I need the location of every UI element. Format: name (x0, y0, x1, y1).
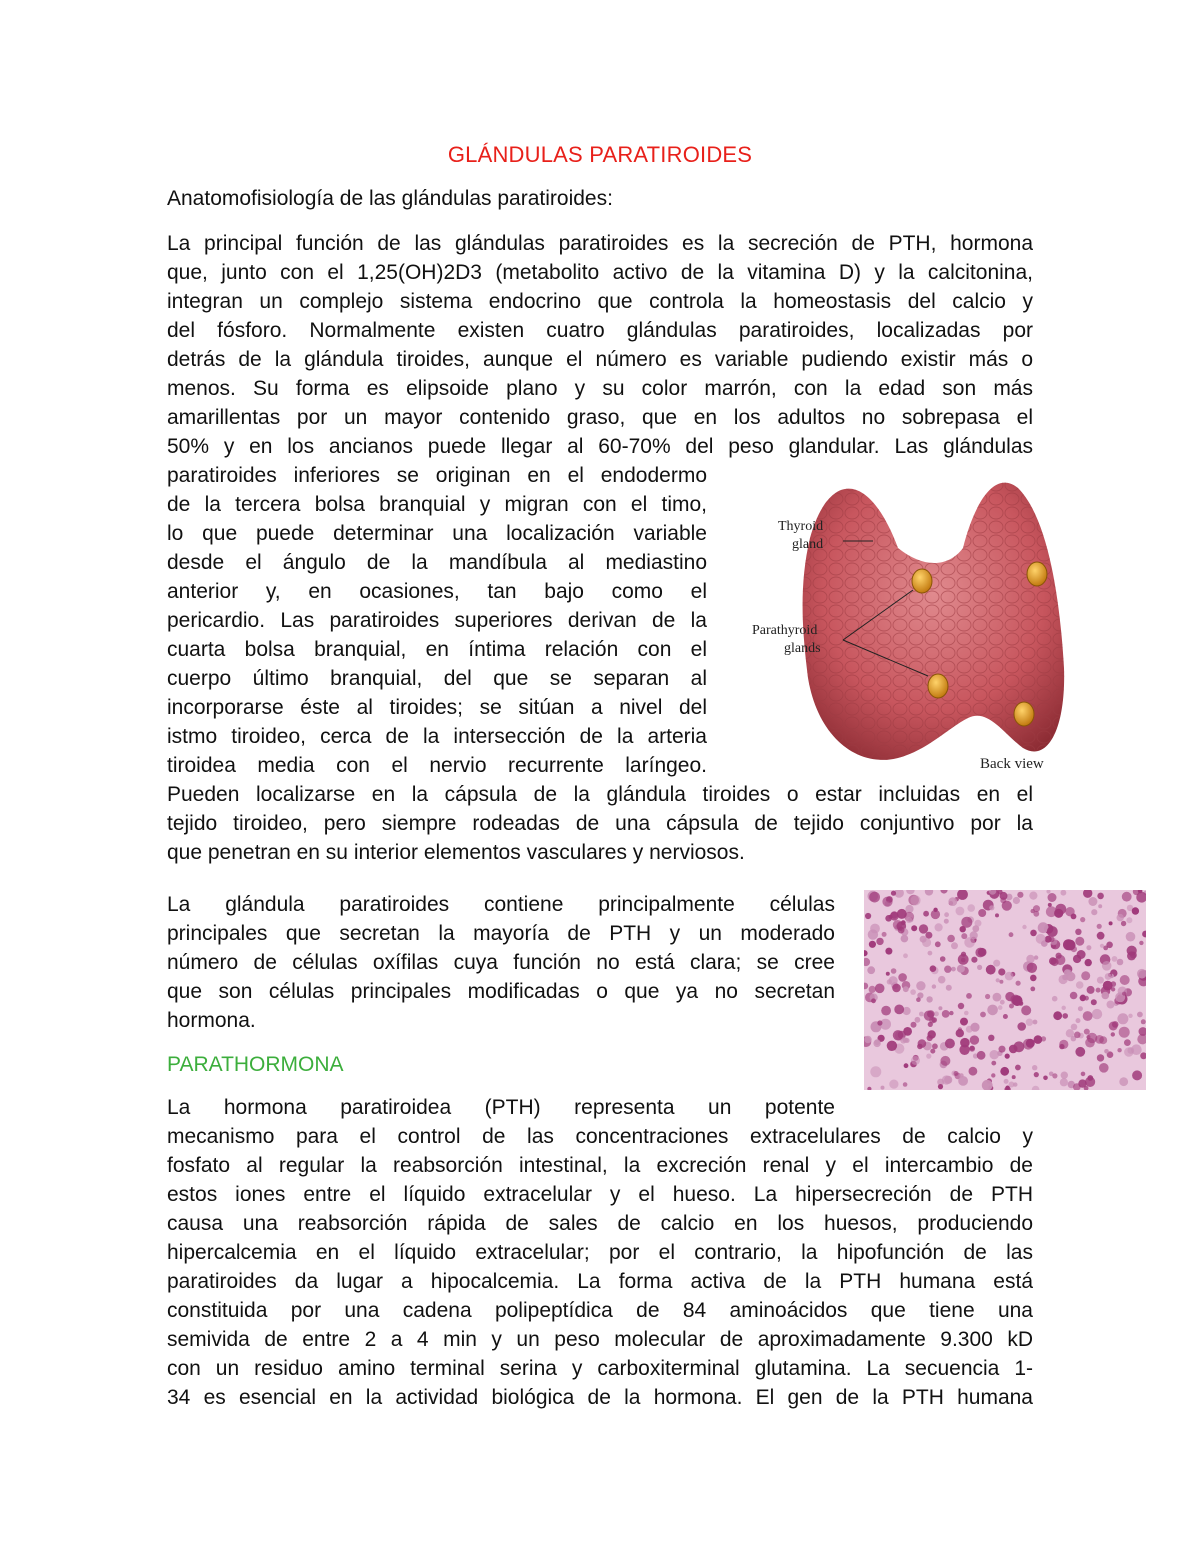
cell-nucleus (1003, 1014, 1008, 1019)
cell-nucleus (1087, 986, 1095, 994)
cell-nucleus (940, 1056, 950, 1066)
cell-nucleus (1126, 917, 1132, 923)
cell-nucleus (891, 911, 898, 918)
cell-nucleus (1127, 951, 1136, 960)
cell-nucleus (1038, 922, 1049, 933)
cell-nucleus (1117, 1048, 1121, 1052)
cell-nucleus (951, 967, 956, 972)
cell-nucleus (903, 953, 908, 958)
cell-nucleus (1097, 932, 1105, 940)
cell-nucleus (1034, 1035, 1043, 1044)
cell-nucleus (1015, 1065, 1021, 1071)
cell-nucleus (1000, 1000, 1005, 1005)
parathyroid-upper-left (912, 569, 932, 593)
cell-nucleus (1017, 1022, 1026, 1031)
cell-nucleus (869, 941, 876, 948)
cell-nucleus (1034, 955, 1038, 959)
text-line: detrás de la glándula tiroides, aunque el número es variable pudiendo existir más o (167, 348, 1033, 371)
text-line: menos. Su forma es elipsoide plano y su color marrón, con la edad son más (167, 377, 1033, 400)
cell-nucleus (1132, 1070, 1142, 1080)
cell-nucleus (1009, 1045, 1018, 1054)
cell-nucleus (874, 1039, 880, 1045)
cell-nucleus (1091, 999, 1097, 1005)
cell-nucleus (906, 917, 912, 923)
text-line: lo que puede determinar una localización variable (167, 522, 707, 545)
cell-nucleus (1141, 1019, 1146, 1024)
cell-nucleus (1128, 1014, 1132, 1018)
cell-nucleus (916, 997, 921, 1002)
cell-nucleus (919, 1012, 924, 1017)
cell-nucleus (1074, 1032, 1081, 1039)
parathyroid-lower-left (928, 674, 948, 698)
cell-nucleus (998, 968, 1005, 975)
cell-nucleus (1088, 897, 1097, 906)
cell-nucleus (1076, 981, 1084, 989)
cell-nucleus (1109, 921, 1113, 925)
cell-nucleus (971, 957, 977, 963)
cell-nucleus (1097, 977, 1104, 984)
cell-nucleus (959, 1045, 969, 1055)
cell-nucleus (893, 1030, 903, 1040)
cell-nucleus (1030, 975, 1037, 982)
section-heading-parathormona: PARATHORMONA (167, 1053, 344, 1076)
cell-nucleus (942, 1010, 950, 1018)
cell-nucleus (958, 954, 969, 965)
cell-nucleus (1065, 907, 1074, 916)
cell-nucleus (1060, 1078, 1068, 1086)
cell-nucleus (956, 907, 965, 916)
cell-nucleus (903, 986, 909, 992)
text-line: 50% y en los ancianos puede llegar al 60-70% del peso glandular. Las glándulas (167, 435, 1033, 458)
cell-nucleus (1122, 892, 1132, 902)
cell-nucleus (1005, 1054, 1010, 1059)
cell-nucleus (1107, 1001, 1115, 1009)
cell-nucleus (1078, 1006, 1083, 1011)
cell-nucleus (1036, 934, 1046, 944)
cell-nucleus (944, 919, 949, 924)
cell-nucleus (956, 1029, 964, 1037)
cell-nucleus (867, 966, 875, 974)
cell-nucleus (938, 1006, 942, 1010)
text-line: tiroidea media con el nervio recurrente laríngeo. (167, 754, 707, 777)
cell-nucleus (923, 911, 929, 917)
text-line: istmo tiroideo, cerca de la intersección de la arteria (167, 725, 707, 748)
cell-nucleus (1104, 1049, 1109, 1054)
cell-nucleus (898, 973, 907, 982)
cell-nucleus (1016, 981, 1021, 986)
cell-nucleus (985, 994, 990, 999)
cell-nucleus (1009, 932, 1014, 937)
cell-nucleus (957, 965, 965, 973)
cell-nucleus (1102, 992, 1110, 1000)
cell-nucleus (999, 1046, 1006, 1053)
cell-nucleus (1030, 987, 1035, 992)
text-line: que, junto con el 1,25(OH)2D3 (metabolito activo de la vitamina D) y la calcitonina, (167, 261, 1033, 284)
cell-nucleus (928, 1030, 936, 1038)
cell-nucleus (930, 1049, 935, 1054)
text-line: estos iones entre el líquido extracelular y el hueso. La hipersecreción de PTH (167, 1183, 1033, 1206)
cell-nucleus (1120, 975, 1130, 985)
cell-nucleus (986, 965, 996, 975)
cell-nucleus (1083, 1011, 1093, 1021)
cell-nucleus (931, 910, 940, 919)
cell-nucleus (1111, 1032, 1115, 1036)
cell-nucleus (904, 1063, 909, 1068)
cell-nucleus (1109, 1022, 1118, 1031)
cell-nucleus (977, 1051, 986, 1060)
cell-nucleus (934, 1011, 939, 1016)
cell-nucleus (978, 948, 987, 957)
cell-nucleus (1012, 1075, 1016, 1079)
cell-nucleus (903, 1082, 908, 1087)
cell-nucleus (1034, 1072, 1039, 1077)
cell-nucleus (891, 968, 897, 974)
cell-nucleus (865, 913, 871, 919)
cell-nucleus (1059, 1044, 1064, 1049)
cell-nucleus (1097, 924, 1102, 929)
cell-nucleus (949, 1011, 953, 1015)
cell-nucleus (948, 897, 957, 906)
cell-nucleus (911, 1056, 920, 1065)
label-parathyroid-line1: Parathyroid (752, 623, 818, 638)
cell-nucleus (881, 1086, 885, 1090)
cell-nucleus (1033, 905, 1040, 912)
cell-nucleus (960, 1018, 968, 1026)
text-line: que penetran en su interior elementos vasculares y nerviosos. (167, 841, 745, 864)
cell-nucleus (1092, 1009, 1102, 1019)
cell-nucleus (927, 1010, 935, 1018)
text-line: causa una reabsorción rápida de sales de calcio en los huesos, produciendo (167, 1212, 1033, 1235)
cell-nucleus (886, 972, 890, 976)
cell-nucleus (1076, 1018, 1081, 1023)
cell-nucleus (1013, 897, 1020, 904)
cell-nucleus (1052, 996, 1058, 1002)
cell-nucleus (930, 965, 937, 972)
cell-nucleus (951, 942, 958, 949)
cell-nucleus (1062, 1013, 1068, 1019)
document-title: GLÁNDULAS PARATIROIDES (447, 142, 753, 167)
cell-nucleus (919, 924, 928, 933)
cell-nucleus (1048, 903, 1052, 907)
cell-nucleus (1102, 961, 1112, 971)
cell-nucleus (1049, 937, 1054, 942)
cell-nucleus (945, 1039, 955, 1049)
text-line: anterior y, en ocasiones, tan bajo como el (167, 580, 707, 603)
cell-nucleus (995, 913, 999, 917)
cell-nucleus (954, 1071, 959, 1076)
cell-nucleus (1005, 972, 1014, 981)
cell-nucleus (1122, 992, 1126, 996)
cell-nucleus (975, 920, 982, 927)
cell-nucleus (1099, 1063, 1109, 1073)
cell-nucleus (967, 904, 975, 912)
cell-nucleus (1047, 926, 1058, 937)
cell-nucleus (901, 935, 909, 943)
histology-micrograph (864, 890, 1146, 1090)
cell-nucleus (980, 1012, 986, 1018)
parathyroid-upper-right-dot (1027, 562, 1047, 586)
cell-nucleus (1085, 1077, 1095, 1087)
cell-nucleus (910, 989, 916, 995)
cell-nucleus (1022, 925, 1026, 929)
cell-nucleus (911, 925, 917, 931)
cell-nucleus (910, 895, 920, 905)
cell-nucleus (1097, 893, 1104, 900)
cell-nucleus (1043, 1076, 1048, 1081)
text-line: amarillentas por un mayor contenido graso, que en los adultos no sobrepasa el (167, 406, 1033, 429)
cell-nucleus (1071, 946, 1077, 952)
cell-nucleus (1030, 930, 1037, 937)
cell-nucleus (1062, 1006, 1066, 1010)
text-line: hormona. (167, 1009, 256, 1032)
cell-nucleus (864, 1036, 871, 1043)
cell-nucleus (1080, 917, 1085, 922)
text-line: mecanismo para el control de las concentraciones extracelulares de calcio y (167, 1125, 1033, 1148)
cell-nucleus (938, 1084, 943, 1089)
cell-nucleus (1048, 893, 1057, 902)
cell-nucleus (1117, 1013, 1128, 1024)
cell-nucleus (958, 1076, 968, 1086)
cell-nucleus (966, 993, 972, 999)
text-line: desde el ángulo de la mandíbula al mediastino (167, 551, 707, 574)
cell-nucleus (1013, 1082, 1017, 1086)
cell-nucleus (876, 938, 883, 945)
cell-nucleus (935, 923, 943, 931)
cell-nucleus (966, 1026, 973, 1033)
cell-nucleus (916, 981, 925, 990)
cell-nucleus (1086, 945, 1091, 950)
cell-nucleus (1052, 1073, 1057, 1078)
text-line: La glándula paratiroides contiene principalmente células (167, 893, 835, 916)
cell-nucleus (1117, 959, 1124, 966)
cell-nucleus (1124, 1047, 1133, 1056)
text-line: paratiroides da lugar a hipocalcemia. La forma activa de la PTH humana está (167, 1270, 1033, 1293)
cell-nucleus (996, 978, 1000, 982)
cell-nucleus (1046, 906, 1057, 917)
text-line: de la tercera bolsa branquial y migran con el timo, (167, 493, 707, 516)
cell-nucleus (1112, 956, 1118, 962)
cell-nucleus (1084, 1029, 1090, 1035)
text-line: semivida de entre 2 a 4 min y un peso molecular de aproximadamente 9.300 kD (167, 1328, 1033, 1351)
cell-nucleus (922, 938, 931, 947)
cell-nucleus (887, 1041, 897, 1051)
cell-nucleus (926, 1054, 931, 1059)
cell-nucleus (1121, 921, 1126, 926)
cell-nucleus (1027, 963, 1037, 973)
cell-nucleus (989, 905, 994, 910)
cell-nucleus (889, 1080, 898, 1089)
cell-nucleus (1026, 1019, 1033, 1026)
cell-nucleus (891, 891, 896, 896)
cell-nucleus (926, 996, 932, 1002)
cell-nucleus (1137, 1012, 1143, 1018)
cell-nucleus (988, 1035, 994, 1041)
cell-nucleus (877, 1020, 882, 1025)
cell-nucleus (1061, 890, 1067, 896)
cell-nucleus (1017, 892, 1023, 898)
cell-nucleus (917, 1044, 923, 1050)
cell-nucleus (869, 986, 876, 993)
text-line: La principal función de las glándulas paratiroides es la secreción de PTH, hormona (167, 232, 1033, 255)
cell-nucleus (961, 917, 972, 928)
cell-nucleus (1098, 904, 1102, 908)
cell-nucleus (915, 1017, 921, 1023)
cell-nucleus (999, 980, 1003, 984)
cell-nucleus (940, 956, 946, 962)
text-line: incorporarse éste al tiroides; se sitúan a nivel del (167, 696, 707, 719)
cell-nucleus (1126, 932, 1136, 942)
cell-nucleus (1009, 1004, 1014, 1009)
cell-nucleus (944, 912, 949, 917)
cell-nucleus (987, 1005, 998, 1016)
text-line: fosfato al regular la reabsorción intestinal, la excreción renal y el intercambio de (167, 1154, 1033, 1177)
label-parathyroid-line2: glands (784, 641, 821, 656)
cell-nucleus (882, 932, 887, 937)
cell-nucleus (1055, 904, 1066, 915)
cell-nucleus (887, 979, 892, 984)
cell-nucleus (882, 897, 892, 907)
cell-nucleus (892, 984, 901, 993)
cell-nucleus (929, 1017, 936, 1024)
text-line: hipercalcemia en el líquido extracelular; por el contrario, la hipofunción de las (167, 1241, 1033, 1264)
text-line: cuerpo último branquial, del que se separan al (167, 667, 707, 690)
cell-nucleus (993, 993, 1002, 1002)
cell-nucleus (1103, 946, 1108, 951)
cell-nucleus (958, 1003, 964, 1009)
cell-nucleus (871, 998, 876, 1003)
cell-nucleus (1117, 914, 1124, 921)
text-line: La hormona paratiroidea (PTH) representa un potente (167, 1096, 835, 1119)
text-line: cuarta bolsa branquial, en íntima relación con el (167, 638, 707, 661)
cell-nucleus (970, 1035, 979, 1044)
cell-nucleus (932, 984, 936, 988)
cell-nucleus (870, 1066, 881, 1077)
text-line: integran un complejo sistema endocrino que controla la homeostasis del calcio y (167, 290, 1033, 313)
cell-nucleus (978, 909, 986, 917)
cell-nucleus (894, 1005, 904, 1015)
cell-nucleus (911, 1022, 917, 1028)
cell-nucleus (1081, 971, 1090, 980)
text-line: constituida por una cadena polipeptídica de 84 aminoácidos que tiene una (167, 1299, 1033, 1322)
cell-nucleus (991, 1061, 996, 1066)
cell-nucleus (1070, 992, 1078, 1000)
cell-nucleus (977, 965, 982, 970)
cell-nucleus (1021, 1005, 1031, 1015)
cell-nucleus (1096, 988, 1101, 993)
text-line: tejido tiroideo, pero siempre rodeadas de una cápsula de tejido conjuntivo por la (167, 812, 1033, 835)
cell-nucleus (1075, 937, 1084, 946)
cell-nucleus (925, 932, 932, 939)
text-line: 34 es esencial en la actividad biológica de la hormona. El gen de la PTH humana (167, 1386, 1033, 1409)
cell-nucleus (1085, 959, 1092, 966)
cell-nucleus (885, 948, 892, 955)
cell-nucleus (1071, 1024, 1078, 1031)
label-thyroid-line2: gland (792, 537, 824, 552)
cell-nucleus (947, 935, 955, 943)
cell-nucleus (1105, 973, 1112, 980)
text-line: paratiroides inferiores se originan en el endodermo (167, 464, 707, 487)
cell-nucleus (1004, 1079, 1009, 1084)
cell-nucleus (991, 1073, 995, 1077)
cell-nucleus (990, 1050, 999, 1059)
cell-nucleus (1064, 969, 1071, 976)
cell-nucleus (1053, 1011, 1062, 1020)
text-line: que son células principales modificadas o que ya no secretan (167, 980, 835, 1003)
cell-nucleus (946, 985, 952, 991)
cell-nucleus (1080, 995, 1086, 1001)
figure-caption-back-view: Back view (980, 756, 1044, 772)
cell-nucleus (1091, 909, 1097, 915)
cell-nucleus (1097, 1054, 1104, 1061)
subheading: Anatomofisiología de las glándulas paratiroides: (167, 187, 613, 210)
cell-nucleus (993, 960, 1000, 967)
cell-nucleus (932, 1043, 938, 1049)
cell-nucleus (1119, 1027, 1130, 1038)
cell-nucleus (964, 1011, 969, 1016)
cell-nucleus (1051, 958, 1059, 966)
cell-nucleus (969, 1046, 975, 1052)
cell-nucleus (935, 941, 941, 947)
label-thyroid-line1: Thyroid (778, 519, 824, 534)
cell-nucleus (1005, 992, 1014, 1001)
cell-nucleus (998, 1005, 1003, 1010)
cell-nucleus (1026, 1039, 1035, 1048)
cell-nucleus (1119, 1077, 1128, 1086)
cell-nucleus (1000, 1067, 1009, 1076)
cell-nucleus (1032, 1065, 1037, 1070)
text-line: pericardio. Las paratiroides superiores derivan de la (167, 609, 707, 632)
cell-nucleus (870, 924, 880, 934)
cell-nucleus (881, 1006, 891, 1016)
cell-nucleus (1086, 1035, 1090, 1039)
cell-nucleus (1066, 1029, 1074, 1037)
text-line: principales que secretan la mayoría de PTH y un moderado (167, 922, 835, 945)
cell-nucleus (1111, 987, 1115, 991)
cell-nucleus (928, 951, 933, 956)
cell-nucleus (1061, 1072, 1068, 1079)
cell-nucleus (970, 931, 978, 939)
cell-nucleus (1029, 892, 1037, 900)
cell-nucleus (903, 1037, 908, 1042)
cell-nucleus (1132, 907, 1139, 914)
parathyroid-lower-right (1014, 702, 1034, 726)
text-line: Pueden localizarse en la cápsula de la glándula tiroides o estar incluidas en el (167, 783, 1033, 806)
cell-nucleus (875, 984, 885, 994)
cell-nucleus (1081, 1072, 1086, 1077)
cell-nucleus (1075, 929, 1081, 935)
cell-nucleus (1077, 950, 1086, 959)
cell-nucleus (969, 1067, 978, 1076)
text-line: número de células oxífilas cuya función no está clara; se cree (167, 951, 835, 974)
cell-nucleus (1056, 953, 1062, 959)
cell-nucleus (1075, 1047, 1085, 1057)
cell-nucleus (1033, 1020, 1038, 1025)
cell-nucleus (938, 976, 946, 984)
thyroid-illustration (748, 478, 1068, 778)
cell-nucleus (869, 892, 880, 903)
cell-nucleus (1124, 1039, 1131, 1046)
text-line: del fósforo. Normalmente existen cuatro glándulas paratiroides, localizadas por (167, 319, 1033, 342)
cell-nucleus (944, 966, 951, 973)
text-line: con un residuo amino terminal serina y carboxiterminal glutamina. La secuencia 1- (167, 1357, 1033, 1380)
cell-nucleus (1139, 941, 1143, 945)
cell-nucleus (893, 920, 903, 930)
